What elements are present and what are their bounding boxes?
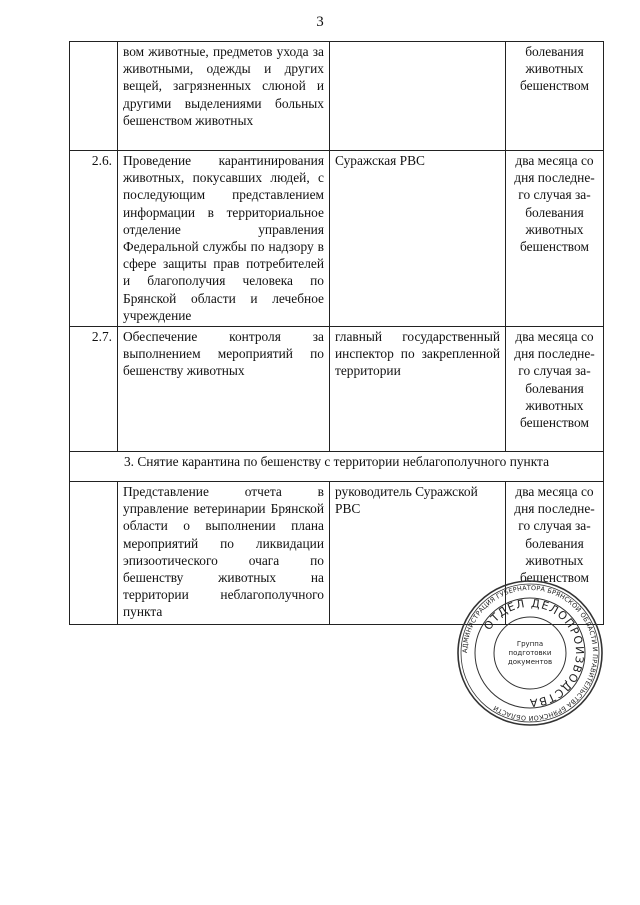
row-responsible: руководитель Суражской РВС — [330, 482, 506, 625]
stamp-outer-text: АДМИНИСТРАЦИЯ ГУБЕРНАТОРА БРЯНСКОЙ ОБЛАСТИ И ПРАВИТЕЛЬСТВА БРЯНСКОЙ ОБЛАСТИ — [460, 583, 600, 723]
table-row — [70, 327, 604, 452]
table-row — [70, 42, 604, 151]
page-number: 3 — [316, 14, 324, 30]
row-action: Проведение карантинирования животных, покусавших людей, с последующим представлением информации в территориальное отделение управления Федеральной службы по надзору в сфере защиты прав потребителей и благополучия человека по Брянской области и лечебное учреждение — [118, 151, 330, 327]
stamp-center-line: документов — [507, 658, 553, 666]
measures-table — [69, 41, 604, 625]
stamp-center-line: Группа — [516, 640, 544, 648]
row-responsible — [330, 42, 506, 151]
row-number — [70, 482, 118, 625]
office-stamp — [455, 578, 605, 728]
row-responsible: Суражская РВС — [330, 151, 506, 327]
row-term: два месяца со дня последне- го случая за- болевания животных бешенством — [506, 482, 604, 625]
row-responsible: главный государственный инспектор по закрепленной территории — [330, 327, 506, 452]
row-action: вом животные, предметов ухода за животными, одежды и других вещей, загрязненных слюной и другими выделениями больных бешенством животных — [118, 42, 330, 151]
row-action: Представление отчета в управление ветеринарии Брянской области о выполнении плана мероприятий по ликвидации эпизоотического очага по бешенству животных на территории неблагополучного пункта — [118, 482, 330, 625]
section-header-row — [70, 452, 604, 482]
stamp-inner-text: ОТДЕЛ ДЕЛОПРОИЗВОДСТВА — [481, 596, 587, 710]
table-row — [70, 151, 604, 327]
section-title: 3. Снятие карантина по бешенству с территории неблагополучного пункта — [70, 452, 604, 482]
row-number: 2.7. — [70, 327, 118, 452]
row-number: 2.6. — [70, 151, 118, 327]
row-action: Обеспечение контроля за выполнением мероприятий по бешенству животных — [118, 327, 330, 452]
row-term: два месяца со дня последне- го случая за- болевания животных бешенством — [506, 151, 604, 327]
row-term: два месяца со дня последне- го случая за- болевания животных бешенством — [506, 327, 604, 452]
row-term: болевания животных бешенством — [506, 42, 604, 151]
row-number — [70, 42, 118, 151]
stamp-center-line: подготовки — [508, 649, 552, 657]
